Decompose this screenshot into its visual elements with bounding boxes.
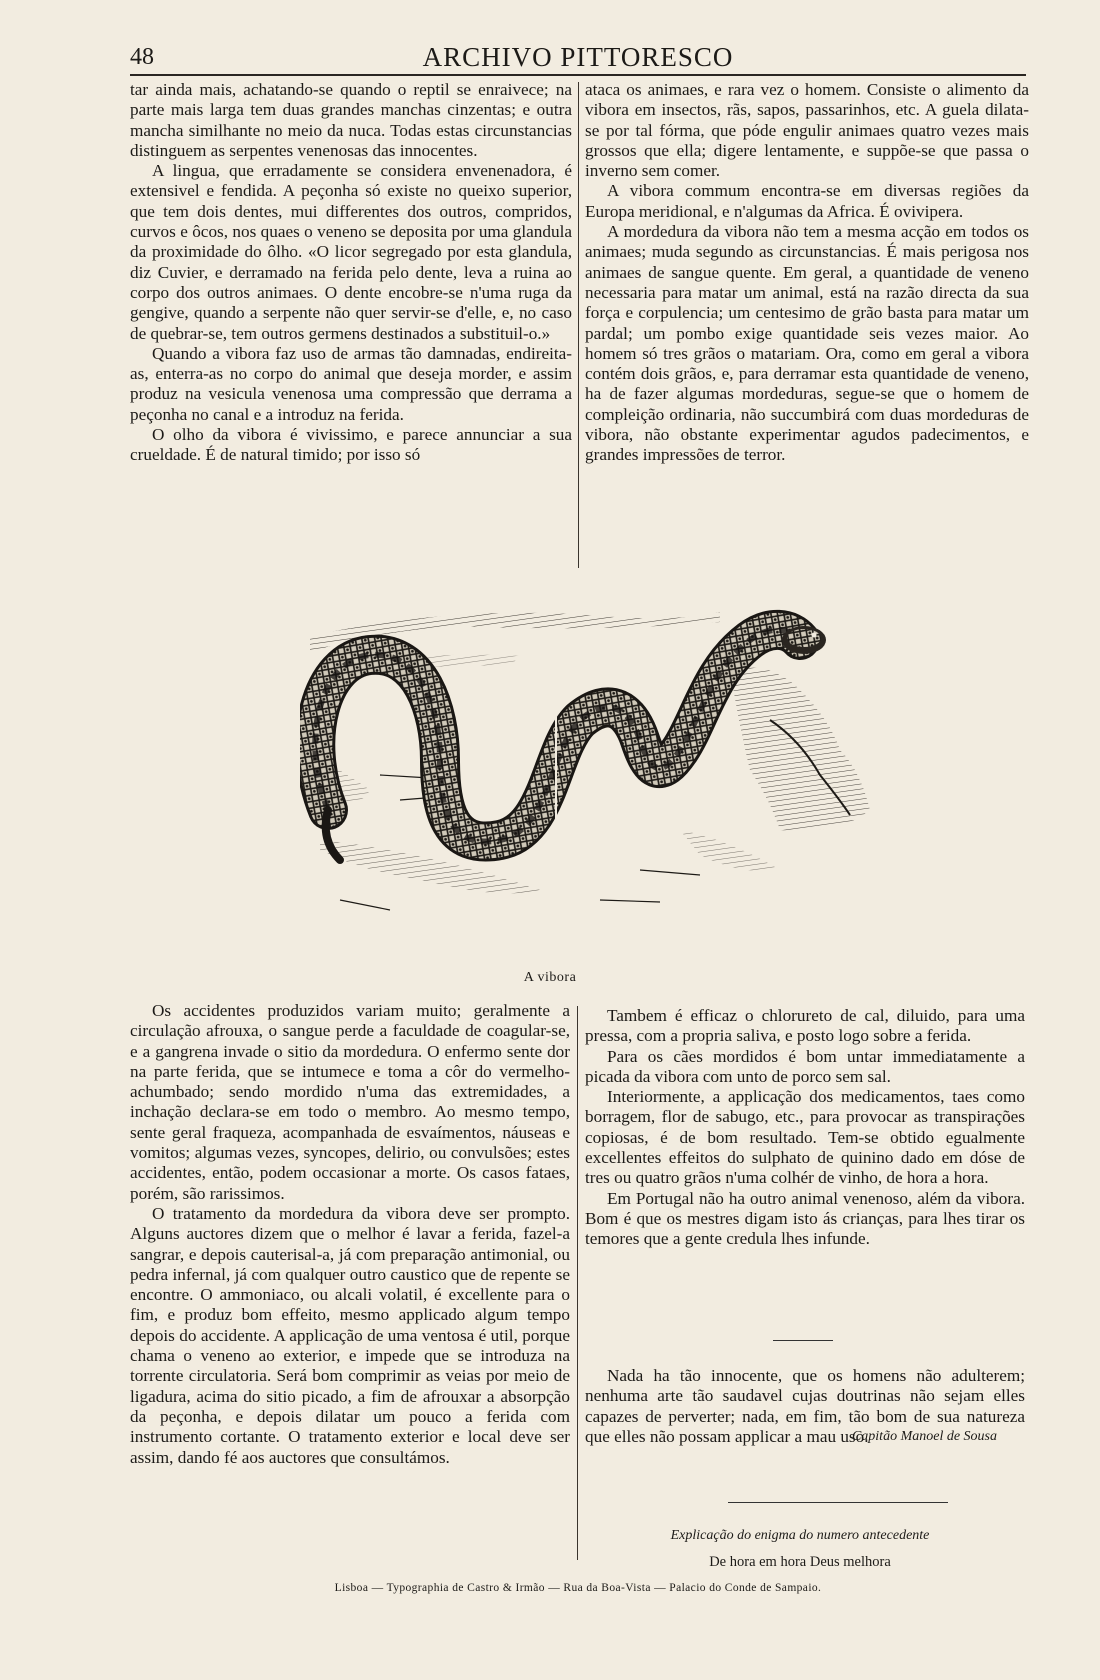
paragraph: Para os cães mordidos é bom untar immediatamente a picada da vibora com unto de porco sem sal. (585, 1046, 1025, 1086)
page-header (130, 40, 1026, 72)
paragraph: A lingua, que erradamente se considera envenenadora, é extensivel e fendida. A peçonha só existe no queixo superior, que tem dois dentes, mui differentes dos outros, compridos, curvos e ôcos, nos quaes o veneno se deposita por uma glandula da proximidade do ôlho. «O licor segregado por esta glandula, diz Cuvier, e derramado na ferida pelo dente, leva a ruina ao corpo dos outros animaes. O dente encobre-se n'uma ruga da gengive, quando a serpente não quer servir-se d'elle, e, no caso de quebrar-se, tem outros germens destinados a substituil-o.» (130, 161, 572, 343)
printer-imprint: Lisboa — Typographia de Castro & Irmão — Rua da Boa-Vista — Palacio do Conde de Sampaio. (334, 1582, 822, 1594)
paragraph: Em Portugal não ha outro animal venenoso, além da vibora. Bom é que os mestres digam isto ás crianças, para lhes tirar os temores que a gente credula lhes infunde. (585, 1188, 1025, 1249)
quote-block (585, 1366, 1025, 1447)
paragraph: ataca os animaes, e rara vez o homem. Consiste o alimento da vibora em insectos, rãs, sapos, passarinhos, etc. A guela dilata-se por tal fórma, que póde engulir animaes quatro vezes mais grossos que ella; digere lentamente, e suppõe-se que passa o inverno sem comer. (585, 80, 1029, 181)
figure-caption: A vibora (523, 970, 577, 985)
header-rule (130, 74, 1026, 76)
bottom-right-column (585, 1006, 1025, 1250)
section-divider (728, 1502, 948, 1503)
journal-title: ARCHIVO PITTORESCO (422, 42, 734, 72)
bottom-left-column (130, 1001, 570, 1468)
enigma-answer: De hora em hora Deus melhora (709, 1554, 891, 1570)
paragraph: O olho da vibora é vivissimo, e parece annunciar a sua crueldade. É de natural timido; por isso só (130, 425, 572, 465)
paragraph: Os accidentes produzidos variam muito; geralmente a circulação afrouxa, o sangue perde a faculdade de coagular-se, e a gangrena invade o sitio da mordedura. O enfermo sente dor na parte ferida, que se intumece e toma a côr do vermelho-achumbado; sendo mordido n'uma das extremidades, a inchação declara-se em todo o membro. Ao mesmo tempo, sente geral fraqueza, acompanhada de esvaímentos, náuseas e vomitos; algumas vezes, syncopes, delirio, ou convulsões; estes accidentes, então, podem occasionar a morte. Os casos fataes, porém, são rarissimos. (130, 1001, 570, 1203)
page-number: 48 (130, 44, 154, 70)
top-left-column (130, 80, 572, 466)
quote-author: Capitão Manoel de Sousa (851, 1429, 997, 1445)
column-divider (578, 82, 579, 568)
paragraph: A vibora commum encontra-se em diversas regiões da Europa meridional, e n'algumas da Africa. É ovivipera. (585, 181, 1029, 221)
snake-head (782, 626, 826, 654)
top-right-column (585, 80, 1029, 466)
column-divider (577, 1006, 578, 1560)
snake-body (315, 630, 800, 860)
paragraph: O tratamento da mordedura da vibora deve ser prompto. Alguns auctores dizem que o melhor é lavar a ferida, fazel-a sangrar, e depois cauterisal-a, já com preparação antimonial, ou pedra infernal, já com qualquer outro caustico que de repente se encontre. O ammoniaco, ou alcali volatil, é excellente para o fim, e produz bom effeito, mesmo applicado algum tempo depois do accidente. A applicação de uma ventosa é util, porque chama o veneno ao exterior, e impede que se introduza na torrente circulatoria. Será bom comprimir as veias por meio de ligadura, acima do sitio picado, a fim de afrouxar a absorpção da peçonha, e depois dilatar um pouco a ferida com instrumento cortante. O tratamento exterior e local deve ser assim, dando fé aos auctores que consultámos. (130, 1203, 570, 1467)
section-divider (773, 1340, 833, 1341)
viper-engraving (300, 600, 880, 960)
paragraph: A mordedura da vibora não tem a mesma acção em todos os animaes; muda segundo as circunstancias. É mais perigosa nos animaes de sangue quente. Em geral, a quantidade de veneno necessaria para matar um animal, está na razão directa da sua força e corpulencia; um centesimo de grão basta para matar um pardal; um pombo exige quantidade seis vezes maior. Ao homem só tres grãos o matariam. Ora, como em geral a vibora contém dois grãos, e, para derramar esta quantidade de veneno, ha de fazer algumas mordeduras, segue-se que o homem de compleição ordinaria, não succumbirá com duas mordeduras de vibora, não obstante experimentar agudos padecimentos, e grandes impressões de terror. (585, 222, 1029, 465)
quote-text: Nada ha tão innocente, que os homens não adulterem; nenhuma arte tão saudavel cujas doutrinas não sejam elles capazes de perverter; nada, em fim, tão bom de sua natureza que elles não possam applicar a mau uso. (585, 1366, 1025, 1446)
paragraph: Interiormente, a applicação dos medicamentos, taes como borragem, flor de sabugo, etc., para provocar as transpirações copiosas, é de bom resultado. Tem-se obtido egualmente excellentes effeitos do sulphato de quinino dado em dóse de tres ou quatro grãos n'uma colhér de vinho, de hora a hora. (585, 1087, 1025, 1188)
enigma-title: Explicação do enigma do numero antecedente (670, 1528, 930, 1543)
paragraph: Tambem é efficaz o chlorureto de cal, diluido, para uma pressa, com a propria saliva, e posto logo sobre a ferida. (585, 1006, 1025, 1046)
paragraph: tar ainda mais, achatando-se quando o reptil se enraivece; na parte mais larga tem duas grandes manchas cinzentas; e outra mancha similhante no meio da nuca. Todas estas circunstancias distinguem as serpentes venenosas das innocentes. (130, 80, 572, 160)
paragraph: Quando a vibora faz uso de armas tão damnadas, endireita-as, enterra-as no corpo do animal que deseja morder, e assim produz na vesicula venenosa uma compressão que derrama a peçonha no canal e a introduz na ferida. (130, 343, 572, 424)
